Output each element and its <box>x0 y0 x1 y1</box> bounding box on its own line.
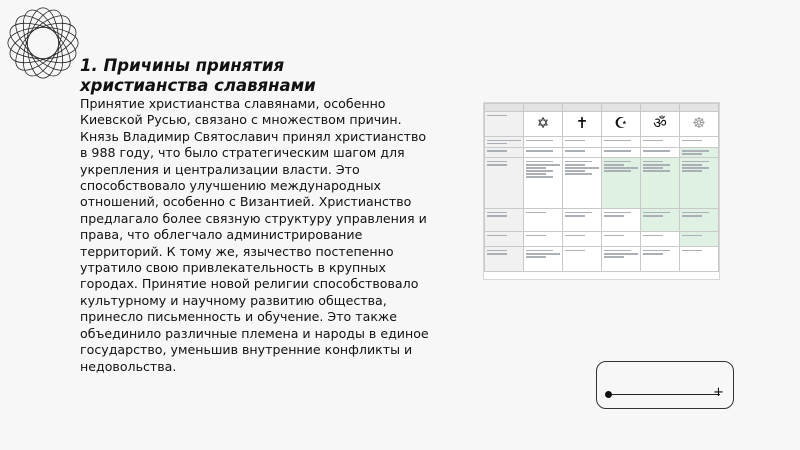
star-of-david-icon: ✡ <box>524 112 563 137</box>
religions-comparison-table-image <box>483 102 720 280</box>
timeline-end-plus-icon: + <box>713 385 724 400</box>
star-and-crescent-icon: ☪ <box>602 112 641 137</box>
slide-body-text: Принятие христианства славянами, особенно Киевской Русью, связано с множеством причин. Князь Владимир Святославич принял христианство в 988 году, что было стратегическим шагом для укрепления и централизации власти. Это способствовало улучшению международных отношений, особенно с Византией. Христианство предлагало более связную структуру управления и права, что облегчало администрирование территорий. К тому же, язычество постепенно утратило свою привлекательность в крупных городах. Принятие новой религии способствовало культурному и научному развитию общества, принесло письменность и обучение. Это также объединило различные племена и народы в единое государство, уменьшив внутренние конфликты и недовольства. <box>80 96 429 374</box>
latin-cross-icon: ✝ <box>563 112 602 137</box>
dharma-wheel-icon: ☸ <box>680 112 719 137</box>
om-icon: ॐ <box>641 112 680 137</box>
timeline-line <box>608 394 720 395</box>
spirograph-ornament-icon <box>4 2 82 84</box>
timeline-start-dot-icon <box>605 391 612 398</box>
slide-title: 1. Причины принятия христианства славянами <box>80 56 316 95</box>
timeline-widget <box>596 361 734 409</box>
